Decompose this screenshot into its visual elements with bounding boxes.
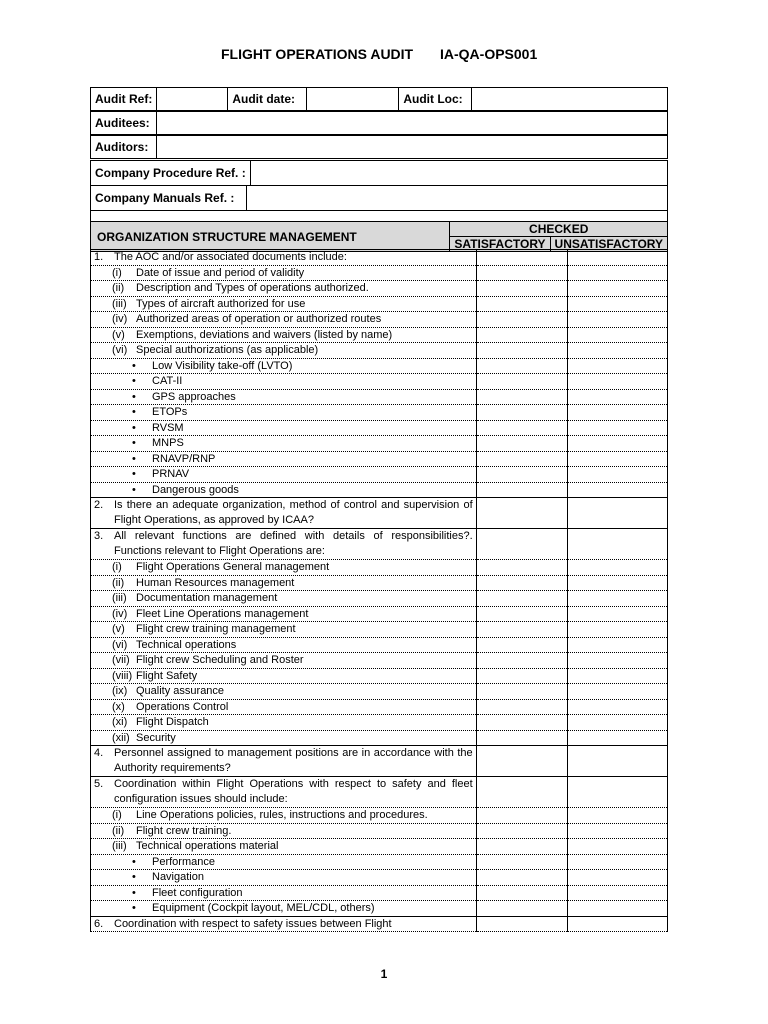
checklist-row xyxy=(91,699,668,715)
item-text: Types of aircraft authorized for use xyxy=(136,297,306,310)
audit-loc-field[interactable] xyxy=(472,88,668,111)
checklist-row xyxy=(91,358,668,374)
checklist-row xyxy=(91,591,668,607)
unsatisfactory-cell[interactable] xyxy=(568,374,668,390)
audit-date-label: Audit date: xyxy=(228,88,307,111)
unsatisfactory-cell[interactable] xyxy=(568,529,668,560)
satisfactory-cell[interactable] xyxy=(476,374,568,390)
satisfactory-cell[interactable] xyxy=(476,560,568,576)
item-number: (ii) xyxy=(112,824,125,837)
unsatisfactory-cell[interactable] xyxy=(568,482,668,498)
unsatisfactory-cell[interactable] xyxy=(568,730,668,746)
item-text: RVSM xyxy=(152,421,184,434)
item-text: Personnel assigned to management positions are in accordance with the Authority requirements? xyxy=(114,747,473,774)
item-number: (iii) xyxy=(112,592,127,605)
unsatisfactory-cell[interactable] xyxy=(568,823,668,839)
bullet-marker: • xyxy=(132,452,136,465)
checklist-row xyxy=(91,405,668,421)
item-text: Coordination within Flight Operations with respect to safety and fleet configuration issues should include: xyxy=(114,778,473,805)
checklist-question xyxy=(91,436,477,452)
checklist-row xyxy=(91,420,668,436)
checklist-row xyxy=(91,436,668,452)
item-text: Date of issue and period of validity xyxy=(136,266,305,279)
checklist-question xyxy=(91,281,477,297)
checklist-question xyxy=(91,808,477,824)
company-manuals-field[interactable] xyxy=(247,186,668,211)
checklist-question xyxy=(91,575,477,591)
checklist-question xyxy=(91,885,477,901)
checklist-question xyxy=(91,591,477,607)
item-number: (xi) xyxy=(112,716,128,729)
checked-header: CHECKED xyxy=(450,222,668,237)
item-number: (ii) xyxy=(112,576,125,589)
checklist-question xyxy=(91,358,477,374)
checklist-row xyxy=(91,296,668,312)
unsatisfactory-cell[interactable] xyxy=(568,808,668,824)
audit-ref-label: Audit Ref: xyxy=(91,88,157,111)
checklist-question xyxy=(91,498,477,529)
checklist-row xyxy=(91,823,668,839)
item-number: (iv) xyxy=(112,607,128,620)
satisfactory-cell[interactable] xyxy=(476,296,568,312)
satisfactory-cell[interactable] xyxy=(476,622,568,638)
bullet-marker: • xyxy=(132,871,136,884)
audit-date-field[interactable] xyxy=(307,88,399,111)
satisfactory-cell[interactable] xyxy=(476,529,568,560)
checklist-row xyxy=(91,916,668,932)
item-text: Low Visibility take-off (LVTO) xyxy=(152,359,293,372)
checklist-row xyxy=(91,777,668,808)
satisfactory-cell[interactable] xyxy=(476,498,568,529)
satisfactory-cell[interactable] xyxy=(476,591,568,607)
unsatisfactory-cell[interactable] xyxy=(568,296,668,312)
satisfactory-cell[interactable] xyxy=(476,405,568,421)
satisfactory-cell[interactable] xyxy=(476,575,568,591)
checklist-question xyxy=(91,746,477,777)
checklist-row xyxy=(91,653,668,669)
checklist-question xyxy=(91,389,477,405)
satisfactory-cell[interactable] xyxy=(476,684,568,700)
satisfactory-cell[interactable] xyxy=(476,358,568,374)
item-text: Security xyxy=(136,731,176,744)
satisfactory-cell[interactable] xyxy=(476,699,568,715)
checklist-row xyxy=(91,622,668,638)
checklist-question xyxy=(91,529,477,560)
unsatisfactory-cell[interactable] xyxy=(568,467,668,483)
item-text: Authorized areas of operation or authorized routes xyxy=(136,313,382,326)
satisfactory-cell[interactable] xyxy=(476,746,568,777)
item-number: (iii) xyxy=(112,840,127,853)
item-text: Technical operations material xyxy=(136,840,279,853)
checklist-question xyxy=(91,467,477,483)
company-procedure-row xyxy=(90,160,668,186)
bullet-marker: • xyxy=(132,421,136,434)
checklist-question xyxy=(91,668,477,684)
item-text: Is there an adequate organization, method of control and supervision of Flight Operations, as approved by ICAA? xyxy=(114,499,473,526)
checklist-question xyxy=(91,823,477,839)
section-header-table xyxy=(90,221,668,252)
satisfactory-cell[interactable] xyxy=(476,606,568,622)
checklist-question xyxy=(91,901,477,917)
checklist-question xyxy=(91,405,477,421)
item-text: The AOC and/or associated documents include: xyxy=(114,251,347,264)
satisfactory-cell[interactable] xyxy=(476,715,568,731)
company-manuals-label: Company Manuals Ref. : xyxy=(91,186,247,211)
checklist-row xyxy=(91,606,668,622)
checklist-row xyxy=(91,839,668,855)
item-number: (i) xyxy=(112,561,122,574)
unsatisfactory-cell[interactable] xyxy=(568,653,668,669)
item-text: Fleet configuration xyxy=(152,886,243,899)
item-text: Technical operations xyxy=(136,638,237,651)
satisfactory-cell[interactable] xyxy=(476,653,568,669)
unsatisfactory-cell[interactable] xyxy=(568,250,668,266)
satisfactory-cell[interactable] xyxy=(476,343,568,359)
unsatisfactory-cell[interactable] xyxy=(568,839,668,855)
bullet-marker: • xyxy=(132,359,136,372)
unsatisfactory-cell[interactable] xyxy=(568,699,668,715)
spacer-cell xyxy=(91,211,668,222)
unsatisfactory-cell[interactable] xyxy=(568,606,668,622)
satisfactory-cell[interactable] xyxy=(476,451,568,467)
checklist-question xyxy=(91,451,477,467)
item-text: RNAVP/RNP xyxy=(152,452,216,465)
unsatisfactory-cell[interactable] xyxy=(568,265,668,281)
item-text: Flight Safety xyxy=(136,669,198,682)
item-number: (vi) xyxy=(112,344,128,357)
satisfactory-cell[interactable] xyxy=(476,916,568,932)
checklist-question xyxy=(91,312,477,328)
item-text: CAT-II xyxy=(152,375,183,388)
item-number: (v) xyxy=(112,623,125,636)
item-number: (i) xyxy=(112,266,122,279)
checklist-row xyxy=(91,575,668,591)
checklist-question xyxy=(91,374,477,390)
item-number: 6. xyxy=(94,917,104,930)
unsatisfactory-cell[interactable] xyxy=(568,777,668,808)
unsatisfactory-cell[interactable] xyxy=(568,715,668,731)
bullet-marker: • xyxy=(132,390,136,403)
checklist-row xyxy=(91,451,668,467)
item-number: (x) xyxy=(112,700,125,713)
bullet-marker: • xyxy=(132,437,136,450)
checklist-row xyxy=(91,730,668,746)
item-number: (iv) xyxy=(112,313,128,326)
bullet-marker: • xyxy=(132,468,136,481)
item-number: (i) xyxy=(112,809,122,822)
checklist-row xyxy=(91,684,668,700)
satisfactory-cell[interactable] xyxy=(476,436,568,452)
unsatisfactory-cell[interactable] xyxy=(568,591,668,607)
auditees-row xyxy=(90,111,668,135)
checklist-question xyxy=(91,699,477,715)
checklist-table xyxy=(90,249,668,932)
item-number: 3. xyxy=(94,530,104,542)
checklist-row xyxy=(91,854,668,870)
item-number: (iii) xyxy=(112,297,127,310)
checklist-row xyxy=(91,482,668,498)
satisfactory-cell[interactable] xyxy=(476,467,568,483)
item-text: Equipment (Cockpit layout, MEL/CDL, others) xyxy=(152,902,375,915)
satisfactory-cell[interactable] xyxy=(476,730,568,746)
company-procedure-label: Company Procedure Ref. : xyxy=(91,161,251,186)
satisfactory-cell[interactable] xyxy=(476,885,568,901)
item-text: Dangerous goods xyxy=(152,483,239,496)
company-manuals-row xyxy=(90,185,668,211)
checklist-question xyxy=(91,870,477,886)
unsatisfactory-cell[interactable] xyxy=(568,327,668,343)
checklist-row xyxy=(91,637,668,653)
satisfactory-cell[interactable] xyxy=(476,808,568,824)
title-main: FLIGHT OPERATIONS AUDIT xyxy=(221,46,414,62)
audit-ref-field[interactable] xyxy=(157,88,228,111)
item-text: Operations Control xyxy=(136,700,229,713)
checklist-question xyxy=(91,560,477,576)
checklist-row xyxy=(91,560,668,576)
checklist-question xyxy=(91,250,477,266)
checklist-question xyxy=(91,606,477,622)
unsatisfactory-cell[interactable] xyxy=(568,358,668,374)
checklist-row xyxy=(91,389,668,405)
satisfactory-cell[interactable] xyxy=(476,854,568,870)
item-text: Quality assurance xyxy=(136,685,225,698)
checklist-row xyxy=(91,312,668,328)
checklist-question xyxy=(91,327,477,343)
bullet-marker: • xyxy=(132,855,136,868)
checklist-row xyxy=(91,715,668,731)
satisfactory-cell[interactable] xyxy=(476,250,568,266)
checklist-question xyxy=(91,730,477,746)
item-text: Flight Dispatch xyxy=(136,716,209,729)
item-number: (viii) xyxy=(112,669,133,682)
item-text: Special authorizations (as applicable) xyxy=(136,344,319,357)
satisfactory-cell[interactable] xyxy=(476,637,568,653)
item-text: Flight crew training. xyxy=(136,824,232,837)
item-number: (v) xyxy=(112,328,125,341)
item-text: MNPS xyxy=(152,437,184,450)
item-text: PRNAV xyxy=(152,468,190,481)
checklist-row xyxy=(91,498,668,529)
auditees-field[interactable] xyxy=(157,112,668,135)
satisfactory-cell[interactable] xyxy=(476,281,568,297)
unsatisfactory-cell[interactable] xyxy=(568,436,668,452)
item-text: ETOPs xyxy=(152,406,188,419)
item-number: (vii) xyxy=(112,654,130,667)
checklist-question xyxy=(91,622,477,638)
item-text: Coordination with respect to safety issues between Flight xyxy=(114,917,392,930)
unsatisfactory-cell[interactable] xyxy=(568,451,668,467)
checklist-row xyxy=(91,901,668,917)
checklist-row xyxy=(91,265,668,281)
checklist-question xyxy=(91,482,477,498)
bullet-marker: • xyxy=(132,483,136,496)
auditees-label: Auditees: xyxy=(91,112,157,135)
satisfactory-cell[interactable] xyxy=(476,870,568,886)
unsatisfactory-cell[interactable] xyxy=(568,312,668,328)
item-text: Flight crew Scheduling and Roster xyxy=(136,654,304,667)
item-text: Navigation xyxy=(152,871,204,884)
section-title: ORGANIZATION STRUCTURE MANAGEMENT xyxy=(91,222,450,252)
unsatisfactory-cell[interactable] xyxy=(568,343,668,359)
checklist-question xyxy=(91,420,477,436)
satisfactory-cell[interactable] xyxy=(476,327,568,343)
checklist-row xyxy=(91,250,668,266)
item-number: (xii) xyxy=(112,731,130,744)
checklist-row xyxy=(91,343,668,359)
unsatisfactory-cell[interactable] xyxy=(568,901,668,917)
item-text: GPS approaches xyxy=(152,390,236,403)
checklist-question xyxy=(91,715,477,731)
checklist-question xyxy=(91,265,477,281)
title-code: IA-QA-OPS001 xyxy=(440,46,538,62)
checklist-row xyxy=(91,327,668,343)
item-number: 1. xyxy=(94,251,104,264)
unsatisfactory-cell[interactable] xyxy=(568,622,668,638)
unsatisfactory-cell[interactable] xyxy=(568,389,668,405)
satisfactory-cell[interactable] xyxy=(476,312,568,328)
item-text: Exemptions, deviations and waivers (listed by name) xyxy=(136,328,393,341)
item-number: (ii) xyxy=(112,282,125,295)
checklist-question xyxy=(91,916,477,932)
checklist-row xyxy=(91,885,668,901)
item-text: Flight crew training management xyxy=(136,623,296,636)
page-number: 1 xyxy=(380,967,388,981)
item-text: Documentation management xyxy=(136,592,278,605)
satisfactory-cell[interactable] xyxy=(476,901,568,917)
checklist-row xyxy=(91,529,668,560)
auditors-label: Auditors: xyxy=(91,136,157,159)
checklist-question xyxy=(91,637,477,653)
unsatisfactory-cell[interactable] xyxy=(568,575,668,591)
item-text: Description and Types of operations authorized. xyxy=(136,282,369,295)
item-text: Line Operations policies, rules, instructions and procedures. xyxy=(136,809,428,822)
checklist-row xyxy=(91,374,668,390)
bullet-marker: • xyxy=(132,375,136,388)
unsatisfactory-cell[interactable] xyxy=(568,854,668,870)
satisfactory-cell[interactable] xyxy=(476,389,568,405)
satisfactory-header: SATISFACTORY xyxy=(450,237,550,252)
item-text: All relevant functions are defined with details of responsibilities?. Functions relevant to Flight Operations are: xyxy=(114,530,473,557)
item-number: 5. xyxy=(94,778,104,790)
satisfactory-cell[interactable] xyxy=(476,482,568,498)
audit-loc-label: Audit Loc: xyxy=(399,88,472,111)
item-number: 2. xyxy=(94,499,104,511)
item-text: Human Resources management xyxy=(136,576,295,589)
unsatisfactory-cell[interactable] xyxy=(568,885,668,901)
unsatisfactory-cell[interactable] xyxy=(568,637,668,653)
item-number: (vi) xyxy=(112,638,128,651)
checklist-row xyxy=(91,467,668,483)
satisfactory-cell[interactable] xyxy=(476,420,568,436)
satisfactory-cell[interactable] xyxy=(476,839,568,855)
unsatisfactory-cell[interactable] xyxy=(568,498,668,529)
unsatisfactory-cell[interactable] xyxy=(568,668,668,684)
satisfactory-cell[interactable] xyxy=(476,777,568,808)
auditors-row xyxy=(90,135,668,159)
item-text: Fleet Line Operations management xyxy=(136,607,309,620)
satisfactory-cell[interactable] xyxy=(476,668,568,684)
checklist-question xyxy=(91,839,477,855)
checklist-question xyxy=(91,296,477,312)
company-procedure-field[interactable] xyxy=(250,161,667,186)
bullet-marker: • xyxy=(132,902,136,915)
item-text: Performance xyxy=(152,855,215,868)
checklist-row xyxy=(91,281,668,297)
unsatisfactory-cell[interactable] xyxy=(568,870,668,886)
bullet-marker: • xyxy=(132,886,136,899)
item-number: 4. xyxy=(94,747,104,759)
checklist-row xyxy=(91,808,668,824)
unsatisfactory-cell[interactable] xyxy=(568,405,668,421)
audit-header-table xyxy=(90,87,668,111)
unsatisfactory-cell[interactable] xyxy=(568,916,668,932)
unsatisfactory-header: UNSATISFACTORY xyxy=(550,237,667,252)
unsatisfactory-cell[interactable] xyxy=(568,420,668,436)
checklist-question xyxy=(91,777,477,808)
satisfactory-cell[interactable] xyxy=(476,265,568,281)
bullet-marker: • xyxy=(132,406,136,419)
checklist-question xyxy=(91,854,477,870)
checklist-row xyxy=(91,746,668,777)
item-text: Flight Operations General management xyxy=(136,561,330,574)
auditors-field[interactable] xyxy=(157,136,668,159)
checklist-question xyxy=(91,343,477,359)
unsatisfactory-cell[interactable] xyxy=(568,684,668,700)
unsatisfactory-cell[interactable] xyxy=(568,560,668,576)
checklist-question xyxy=(91,684,477,700)
item-number: (ix) xyxy=(112,685,128,698)
unsatisfactory-cell[interactable] xyxy=(568,281,668,297)
satisfactory-cell[interactable] xyxy=(476,823,568,839)
checklist-row xyxy=(91,668,668,684)
unsatisfactory-cell[interactable] xyxy=(568,746,668,777)
checklist-row xyxy=(91,870,668,886)
checklist-question xyxy=(91,653,477,669)
